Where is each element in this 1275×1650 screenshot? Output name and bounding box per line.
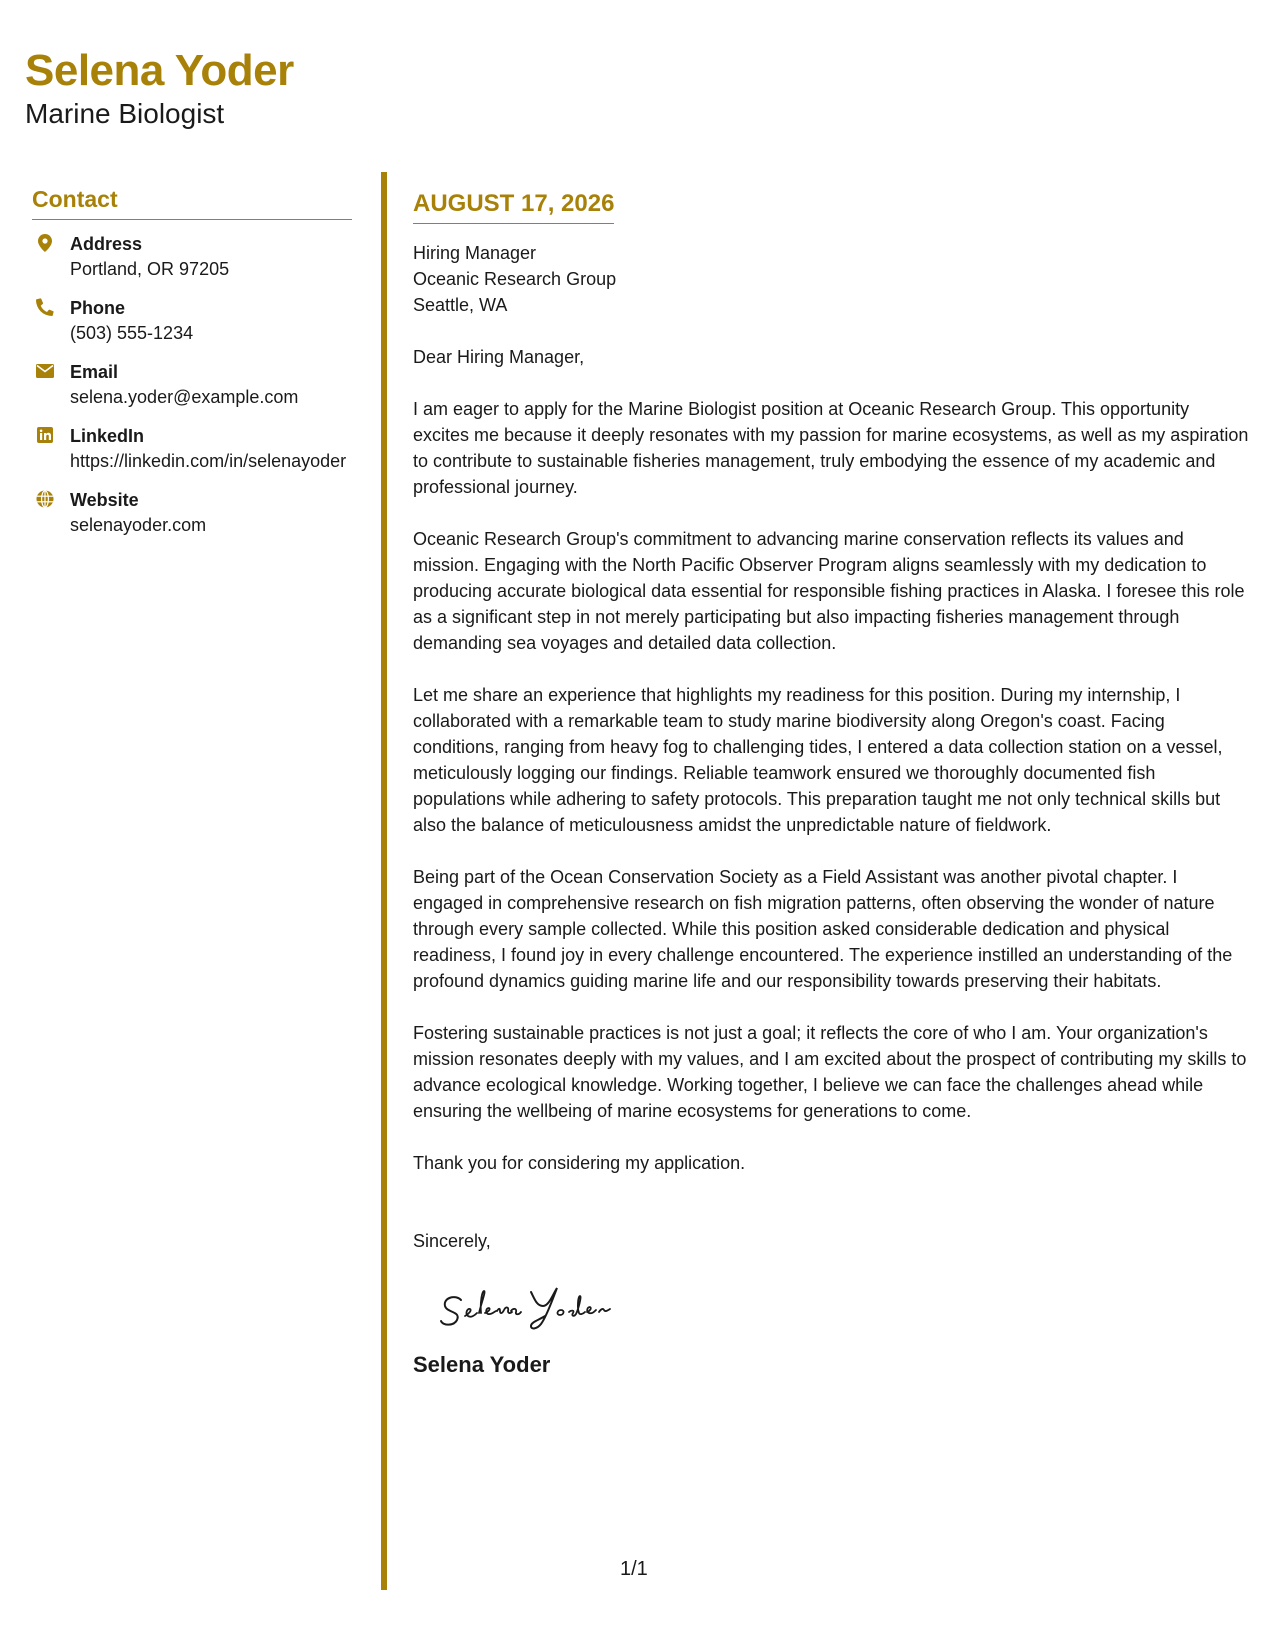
- column-divider: [381, 172, 387, 1590]
- signer-name: Selena Yoder: [413, 1352, 551, 1377]
- contact-label: Phone: [70, 298, 126, 318]
- recipient-block: [413, 240, 1249, 318]
- contact-label: Email: [70, 362, 119, 382]
- contact-heading: Contact: [32, 186, 352, 220]
- contact-value[interactable]: selenayoder.com: [70, 515, 207, 535]
- letter-date: AUGUST 17, 2026: [413, 190, 614, 224]
- contact-value: Portland, OR 97205: [70, 259, 230, 279]
- contact-address: [32, 232, 352, 282]
- letter-paragraph: Thank you for considering my application.: [413, 1153, 746, 1173]
- contact-phone: [32, 296, 352, 346]
- signature-image: [439, 1276, 1249, 1332]
- letter-paragraph: I am eager to apply for the Marine Biologist position at Oceanic Research Group. This opportunity excites me because it deeply resonates with my passion for marine ecosystems, as well as my aspiration to contribute to sustainable fisheries management, truly embodying the essence of my academic and professional journey.: [413, 399, 1249, 497]
- contact-email: [32, 360, 352, 410]
- contact-linkedin: [32, 424, 352, 474]
- recipient-line: Seattle, WA: [413, 295, 508, 315]
- letter-paragraph: Let me share an experience that highlights my readiness for this position. During my internship, I collaborated with a remarkable team to study marine biodiversity along Oregon's coast. Facing conditions, ranging from heavy fog to challenging tides, I entered a data collection station on a vessel, meticulously logging our findings. Reliable teamwork ensured we thoroughly documented fish populations while adhering to safety protocols. This preparation taught me not only technical skills but also the balance of meticulousness amidst the unpredictable nature of fieldwork.: [413, 685, 1223, 835]
- envelope-icon: [36, 362, 54, 380]
- applicant-name: Selena Yoder: [25, 46, 294, 95]
- applicant-title: Marine Biologist: [25, 98, 225, 129]
- letter-body: [413, 190, 1249, 1378]
- salutation: Dear Hiring Manager,: [413, 347, 585, 367]
- linkedin-icon: [36, 426, 54, 444]
- letter-paragraph: Oceanic Research Group's commitment to advancing marine conservation reflects its values and mission. Engaging with the North Pacific Observer Program aligns seamlessly with my dedication to producing accurate biological data essential for responsible fishing practices in Alaska. I foresee this role as a significant step in not merely participating but also impacting fisheries management through demanding sea voyages and detailed data collection.: [413, 529, 1245, 653]
- recipient-line: Oceanic Research Group: [413, 269, 617, 289]
- map-pin-icon: [36, 234, 54, 252]
- recipient-line: Hiring Manager: [413, 243, 537, 263]
- letter-paragraph: Being part of the Ocean Conservation Society as a Field Assistant was another pivotal chapter. I engaged in comprehensive research on fish migration patterns, often observing the wonder of nature through every sample collected. While this position asked considerable dedication and physical readiness, I found joy in every challenge encountered. The experience instilled an understanding of the profound dynamics guiding marine life and our responsibility towards preserving their habitats.: [413, 867, 1233, 991]
- closing: Sincerely,: [413, 1231, 491, 1251]
- contact-label: LinkedIn: [70, 426, 145, 446]
- contact-value[interactable]: selena.yoder@example.com: [70, 387, 299, 407]
- phone-icon: [36, 298, 54, 316]
- page-number: 1/1: [620, 1558, 648, 1580]
- contact-website: [32, 488, 352, 538]
- globe-icon: [36, 490, 54, 508]
- contact-label: Website: [70, 490, 139, 510]
- letter-paragraph: Fostering sustainable practices is not just a goal; it reflects the core of who I am. Your organization's mission resonates deeply with my values, and I am excited about the prospect of contributing my skills to advance ecological knowledge. Working together, I believe we can face the challenges ahead while ensuring the wellbeing of marine ecosystems for generations to come.: [413, 1023, 1247, 1121]
- contact-sidebar: [32, 186, 352, 552]
- contact-value: (503) 555-1234: [70, 323, 194, 343]
- contact-value[interactable]: https://linkedin.com/in/selenayoder: [70, 451, 347, 471]
- contact-label: Address: [70, 234, 143, 254]
